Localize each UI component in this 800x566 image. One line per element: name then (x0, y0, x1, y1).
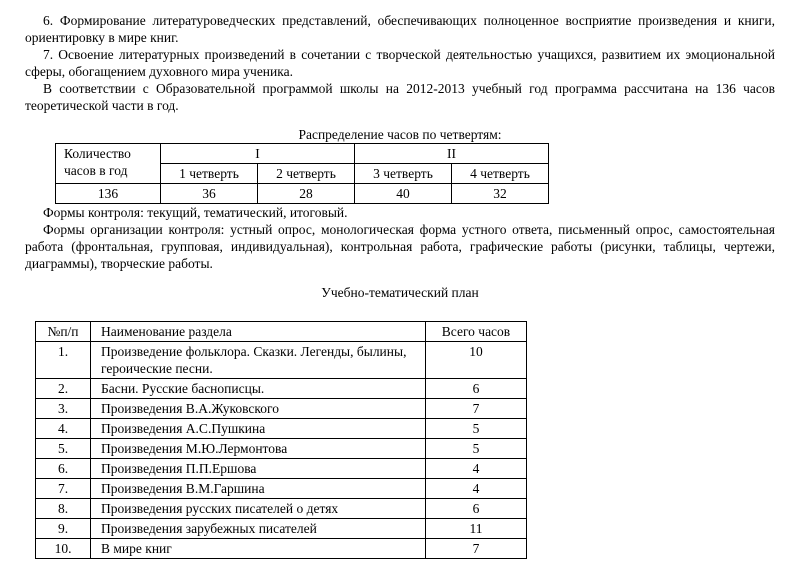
hours-cell: 6 (426, 379, 527, 399)
row-number-cell: 6. (36, 459, 91, 479)
section-name-cell: Произведение фольклора. Сказки. Легенды, былины, героические песни. (91, 342, 426, 379)
hours-cell: 11 (426, 519, 527, 539)
table-row (36, 499, 527, 519)
paragraph-goal-6: 6. Формирование литературоведческих представлений, обеспечивающих полноценное восприятие произведения и книги, ориентировку в мире книг. (25, 13, 775, 45)
section-name-cell: Произведения В.М.Гаршина (91, 479, 426, 499)
table-row (36, 419, 527, 439)
spacer (25, 301, 775, 321)
hours-cell: 5 (426, 419, 527, 439)
table-row (36, 342, 527, 379)
year-hours-header-cell: Количество часов в год (56, 144, 161, 184)
table-row (56, 184, 549, 204)
section-name-cell: Произведения А.С.Пушкина (91, 419, 426, 439)
row-number-cell: 3. (36, 399, 91, 419)
table-row (36, 399, 527, 419)
row-number-cell: 5. (36, 439, 91, 459)
year-hours-value-cell: 136 (56, 184, 161, 204)
hours-cell: 7 (426, 399, 527, 419)
hours-cell: 10 (426, 342, 527, 379)
quarter-2-header-cell: 2 четверть (258, 164, 355, 184)
hours-cell: 5 (426, 439, 527, 459)
thematic-plan-heading: Учебно-тематический план (321, 285, 479, 300)
table-header-row (36, 322, 527, 342)
hours-distribution-heading: Распределение часов по четвертям: (298, 127, 502, 142)
spacer (25, 272, 775, 284)
hours-cell: 7 (426, 539, 527, 559)
table-row (36, 479, 527, 499)
column-header-number: №п/п (36, 322, 91, 342)
quarter-4-value-cell: 32 (452, 184, 549, 204)
row-number-cell: 7. (36, 479, 91, 499)
section-name-cell: Произведения русских писателей о детях (91, 499, 426, 519)
section-name-cell: В мире книг (91, 539, 426, 559)
quarter-4-header-cell: 4 четверть (452, 164, 549, 184)
section-name-cell: Произведения зарубежных писателей (91, 519, 426, 539)
paragraph-control-forms: Формы контроля: текущий, тематический, итоговый. (43, 205, 348, 220)
section-name-cell: Произведения В.А.Жуковского (91, 399, 426, 419)
table-row (36, 539, 527, 559)
row-number-cell: 9. (36, 519, 91, 539)
quarter-2-value-cell: 28 (258, 184, 355, 204)
column-header-total-hours: Всего часов (426, 322, 527, 342)
paragraph-goal-7: 7. Освоение литературных произведений в сочетании с творческой деятельностью учащихся, развитием их эмоциональной сферы, обогащением духовного мира ученика. (25, 47, 775, 79)
hours-cell: 6 (426, 499, 527, 519)
table-row (36, 379, 527, 399)
row-number-cell: 4. (36, 419, 91, 439)
hours-distribution-table (55, 143, 549, 204)
quarter-3-header-cell: 3 четверть (355, 164, 452, 184)
row-number-cell: 8. (36, 499, 91, 519)
column-header-section-name: Наименование раздела (91, 322, 426, 342)
thematic-plan-table (35, 321, 527, 559)
section-name-cell: Басни. Русские баснописцы. (91, 379, 426, 399)
quarter-1-header-cell: 1 четверть (161, 164, 258, 184)
row-number-cell: 10. (36, 539, 91, 559)
quarter-3-value-cell: 40 (355, 184, 452, 204)
table-row (36, 459, 527, 479)
table-row (36, 439, 527, 459)
row-number-cell: 2. (36, 379, 91, 399)
table-row (56, 144, 549, 164)
quarter-1-value-cell: 36 (161, 184, 258, 204)
hours-cell: 4 (426, 459, 527, 479)
row-number-cell: 1. (36, 342, 91, 379)
paragraph-program-hours: В соответствии с Образовательной программой школы на 2012-2013 учебный год программа рассчитана на 136 часов теоретической части в год. (25, 81, 775, 113)
section-name-cell: Произведения М.Ю.Лермонтова (91, 439, 426, 459)
table-row (36, 519, 527, 539)
section-name-cell: Произведения П.П.Ершова (91, 459, 426, 479)
paragraph-control-organization: Формы организации контроля: устный опрос, монологическая форма устного ответа, письменный опрос, самостоятельная работа (фронтальная, групповая, индивидуальная), контрольная работа, графические работы (рисунки, таблицы, чертежи, диаграммы), творческие работы. (25, 222, 775, 271)
hours-cell: 4 (426, 479, 527, 499)
semester-2-header-cell: II (355, 144, 549, 164)
spacer (25, 114, 775, 126)
semester-1-header-cell: I (161, 144, 355, 164)
